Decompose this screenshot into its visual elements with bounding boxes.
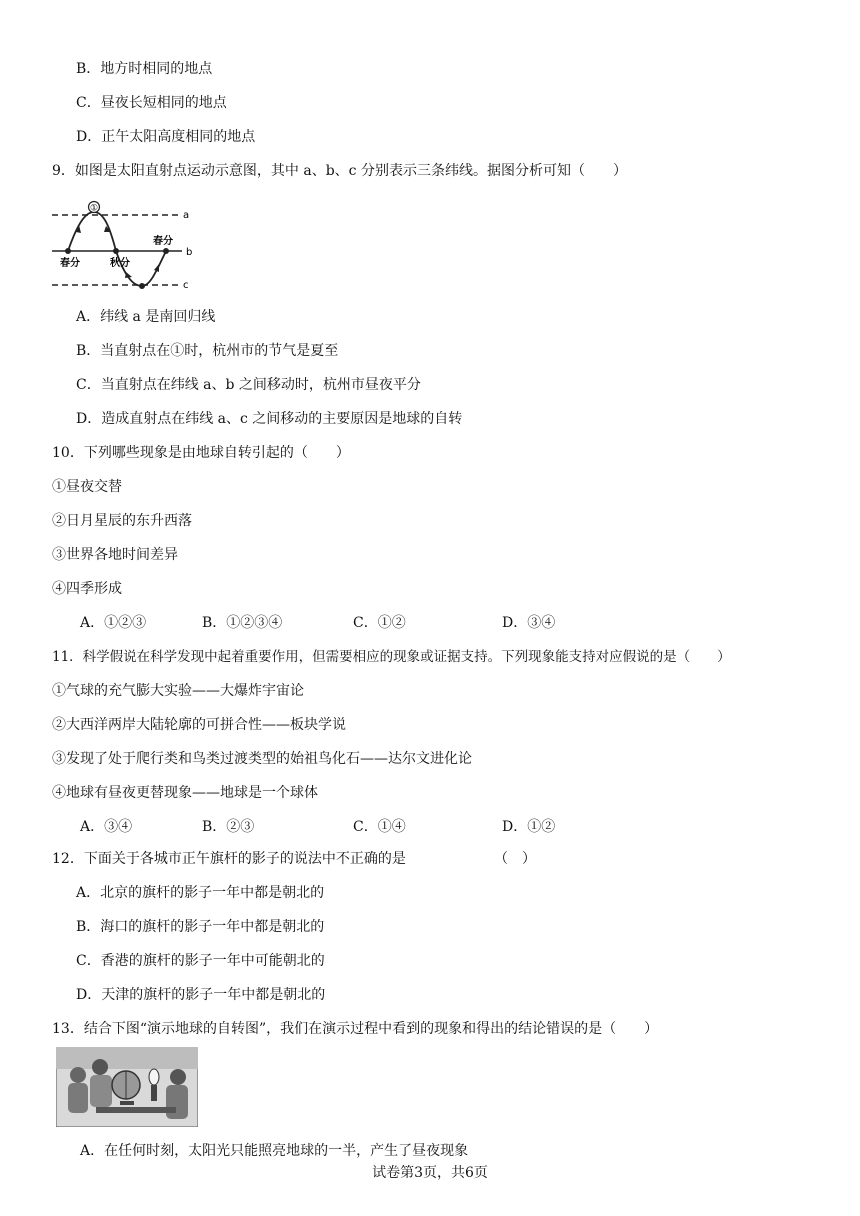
q12-stem: 12．下面关于各城市正午旗杆的影子的说法中不正确的是 (52, 851, 406, 867)
label-c: c (183, 280, 189, 291)
point-spring-right (163, 248, 169, 254)
path-arrow (125, 272, 132, 278)
path-arrow (154, 264, 159, 272)
q11-choice-c: C．①④ (353, 819, 406, 835)
q8-option-c: C．昼夜长短相同的地点 (76, 95, 227, 111)
q10-choice-b: B．①②③④ (202, 615, 283, 631)
q11-item-1: ①气球的充气膨大实验——大爆炸宇宙论 (52, 683, 304, 699)
q11-choice-a: A．③④ (80, 819, 133, 835)
q11-choice-d: D．①② (502, 819, 556, 835)
point-bottom (139, 283, 145, 289)
label-autumn: 秋分 (110, 258, 130, 269)
q12-option-a: A．北京的旗杆的影子一年中都是朝北的 (76, 885, 325, 901)
q11-item-3: ③发现了处于爬行类和鸟类过渡类型的始祖鸟化石——达尔文进化论 (52, 751, 472, 767)
earth-rotation-demo-image (56, 1047, 198, 1127)
marker-1: ① (89, 203, 99, 214)
q11-stem: 11．科学假说在科学发现中起着重要作用，但需要相应的现象或证据支持。下列现象能支持对应假说的是（ ） (52, 649, 731, 665)
lamp-icon (149, 1069, 159, 1085)
q12-option-d: D．天津的旗杆的影子一年中都是朝北的 (76, 987, 326, 1003)
point-autumn (113, 248, 119, 254)
q12-option-c: C．香港的旗杆的影子一年中可能朝北的 (76, 953, 325, 969)
q10-choices (0, 613, 860, 633)
q9-option-d: D．造成直射点在纬线 a、c 之间移动的主要原因是地球的自转 (76, 411, 463, 427)
q12-answer-paren: （ ） (494, 851, 536, 867)
q10-item-1: ①昼夜交替 (52, 479, 122, 495)
q9-option-c: C．当直射点在纬线 a、b 之间移动时，杭州市昼夜平分 (76, 377, 421, 393)
direct-sunlight-diagram (50, 198, 200, 293)
point-spring-left (65, 248, 71, 254)
q10-item-2: ②日月星辰的东升西落 (52, 513, 192, 529)
label-spring-right: 春分 (153, 236, 173, 247)
q9-option-b: B．当直射点在①时，杭州市的节气是夏至 (76, 343, 339, 359)
q10-stem: 10．下列哪些现象是由地球自转引起的（ ） (52, 445, 350, 461)
label-b: b (186, 247, 193, 258)
q11-choice-b: B．②③ (202, 819, 255, 835)
q13-stem: 13．结合下图“演示地球的自转图”，我们在演示过程中看到的现象和得出的结论错误的是（ ） (52, 1021, 659, 1037)
q8-option-d: D．正午太阳高度相同的地点 (76, 129, 256, 145)
q9-stem: 9．如图是太阳直射点运动示意图，其中 a、b、c 分别表示三条纬线。据图分析可知（ ） (52, 163, 627, 179)
q10-choice-d: D．③④ (502, 615, 556, 631)
page-footer: 试卷第3页，共6页 (372, 1165, 488, 1181)
q10-item-3: ③世界各地时间差异 (52, 547, 178, 563)
q11-item-4: ④地球有昼夜更替现象——地球是一个球体 (52, 785, 318, 801)
q11-choices (0, 817, 860, 837)
q10-choice-a: A．①②③ (80, 615, 147, 631)
label-a: a (183, 210, 190, 221)
q10-choice-c: C．①② (353, 615, 406, 631)
q8-option-b: B．地方时相同的地点 (76, 61, 213, 77)
label-spring-left: 春分 (60, 258, 80, 269)
q11-item-2: ②大西洋两岸大陆轮廓的可拼合性——板块学说 (52, 717, 346, 733)
q10-item-4: ④四季形成 (52, 581, 122, 597)
q13-option-a: A．在任何时刻，太阳光只能照亮地球的一半，产生了昼夜现象 (80, 1143, 469, 1159)
q9-option-a: A．纬线 a 是南回归线 (76, 309, 216, 325)
q12-option-b: B．海口的旗杆的影子一年中都是朝北的 (76, 919, 325, 935)
